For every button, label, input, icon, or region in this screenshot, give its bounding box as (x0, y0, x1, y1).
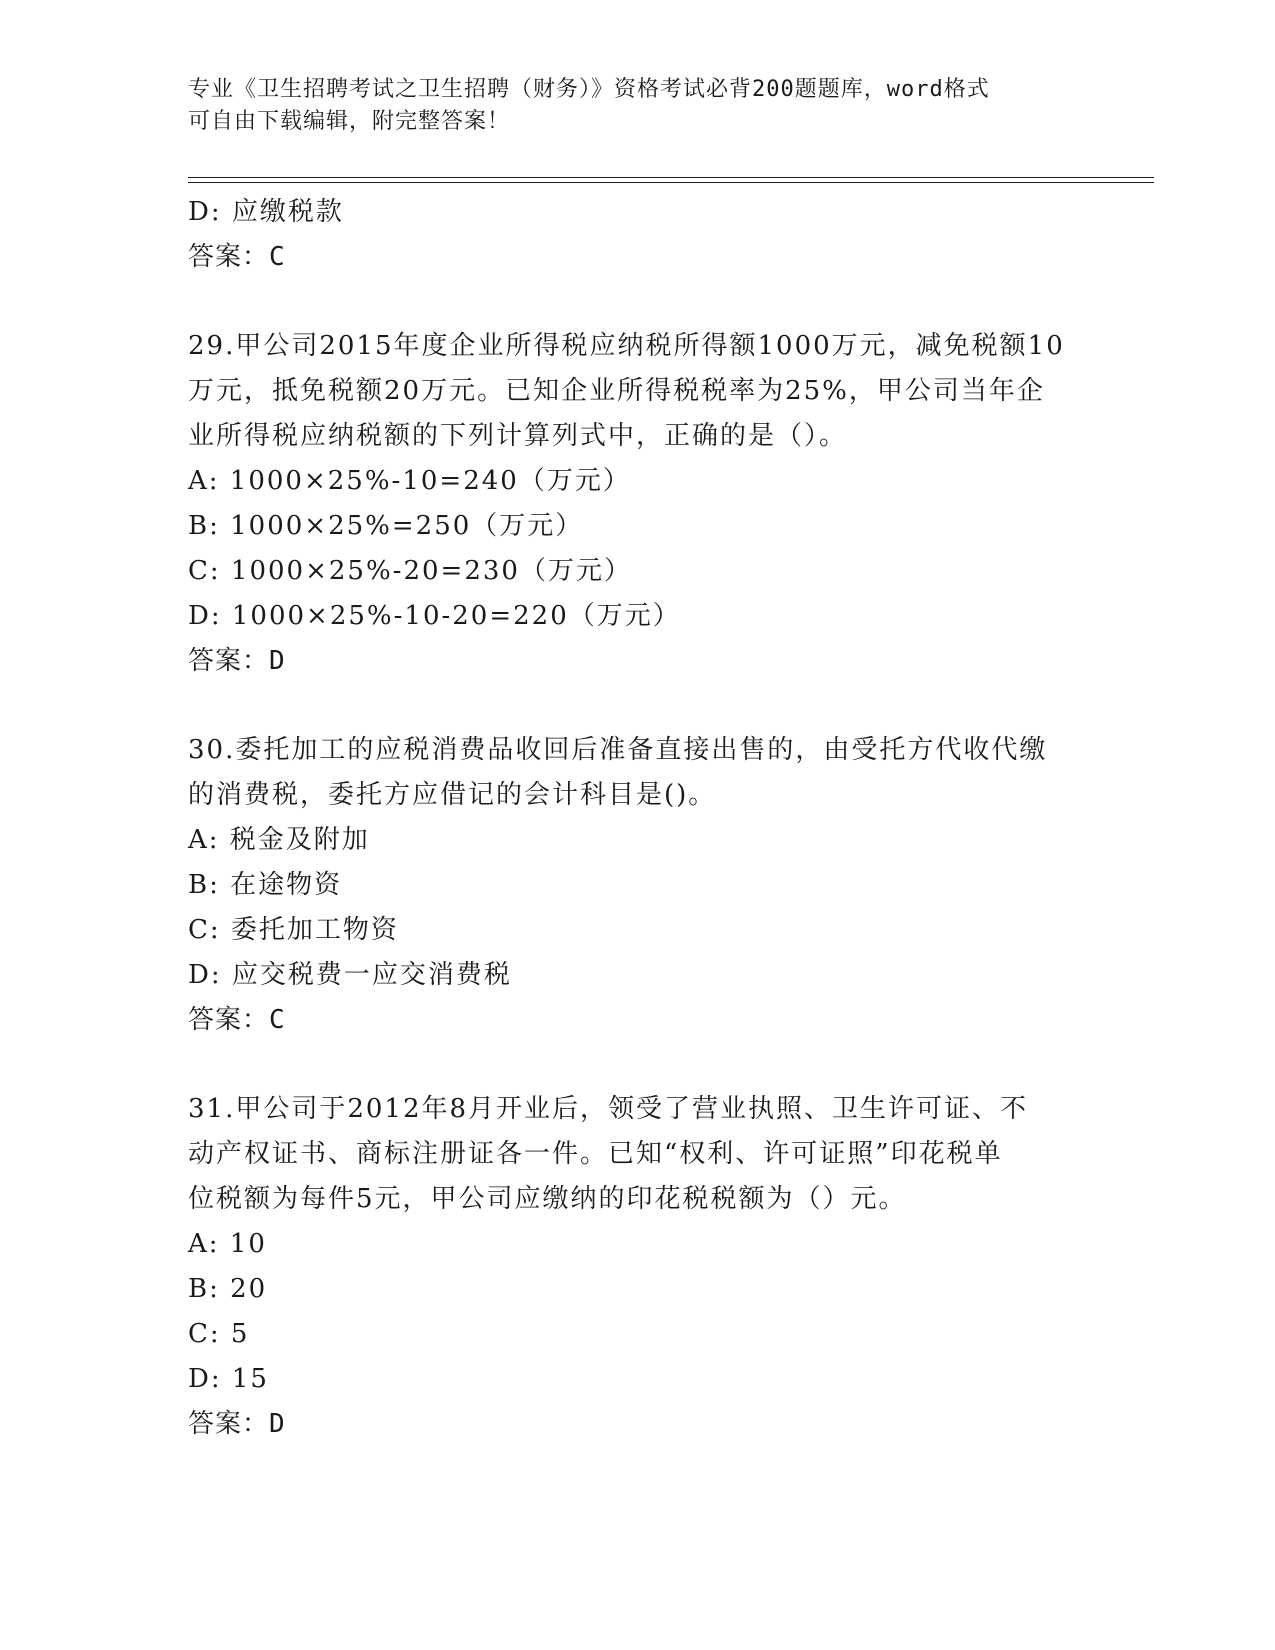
spacer (188, 280, 1088, 324)
prev-option-d: D: 应缴税款 (188, 197, 344, 227)
question-text-line: 29.甲公司2015年度企业所得税应纳税所得额1000万元，减免税额10 (188, 331, 1065, 361)
header-line-1: 专业《卫生招聘考试之卫生招聘（财务）》资格考试必背200题题库，word格式 (188, 77, 990, 102)
question-text-line: 动产权证书、商标注册证各一件。已知“权利、许可证照”印花税单 (188, 1139, 1003, 1169)
option-a: A: 税金及附加 (188, 825, 370, 855)
question-text-line: 万元，抵免税额20万元。已知企业所得税税率为25%，甲公司当年企 (188, 376, 1045, 406)
question-text-line: 31.甲公司于2012年8月开业后，领受了营业执照、卫生许可证、不 (188, 1094, 1029, 1124)
question-text-line: 业所得税应纳税额的下列计算列式中，正确的是（）。 (188, 421, 848, 451)
option-a: A: 10 (188, 1229, 267, 1259)
question-30 (188, 728, 1088, 1043)
answer: 答案：D (188, 1409, 286, 1439)
option-a: A: 1000×25%-10=240（万元） (188, 466, 631, 496)
option-c: C: 1000×25%-20=230（万元） (188, 556, 632, 586)
header-divider-bottom (188, 182, 1154, 183)
question-content (188, 190, 1088, 1447)
question-31 (188, 1087, 1088, 1447)
spacer (188, 1043, 1088, 1087)
answer: 答案：C (188, 1005, 286, 1035)
option-b: B: 1000×25%=250（万元） (188, 511, 584, 541)
prev-answer: 答案：C (188, 242, 286, 272)
option-c: C: 5 (188, 1319, 250, 1349)
option-b: B: 20 (188, 1274, 268, 1304)
option-d: D: 15 (188, 1364, 269, 1394)
document-header (188, 74, 1088, 138)
spacer (188, 684, 1088, 728)
answer: 答案：D (188, 646, 286, 676)
header-divider-top (188, 177, 1154, 178)
question-29 (188, 324, 1088, 684)
option-d: D: 1000×25%-10-20=220（万元） (188, 601, 681, 631)
question-text-line: 30.委托加工的应税消费品收回后准备直接出售的，由受托方代收代缴 (188, 735, 1048, 765)
option-d: D: 应交税费一应交消费税 (188, 960, 512, 990)
question-text-line: 位税额为每件5元，甲公司应缴纳的印花税税额为（）元。 (188, 1184, 907, 1214)
option-b: B: 在途物资 (188, 870, 343, 900)
question-text-line: 的消费税，委托方应借记的会计科目是()。 (188, 780, 717, 810)
header-line-2: 可自由下载编辑，附完整答案！ (188, 109, 511, 134)
option-c: C: 委托加工物资 (188, 915, 399, 945)
